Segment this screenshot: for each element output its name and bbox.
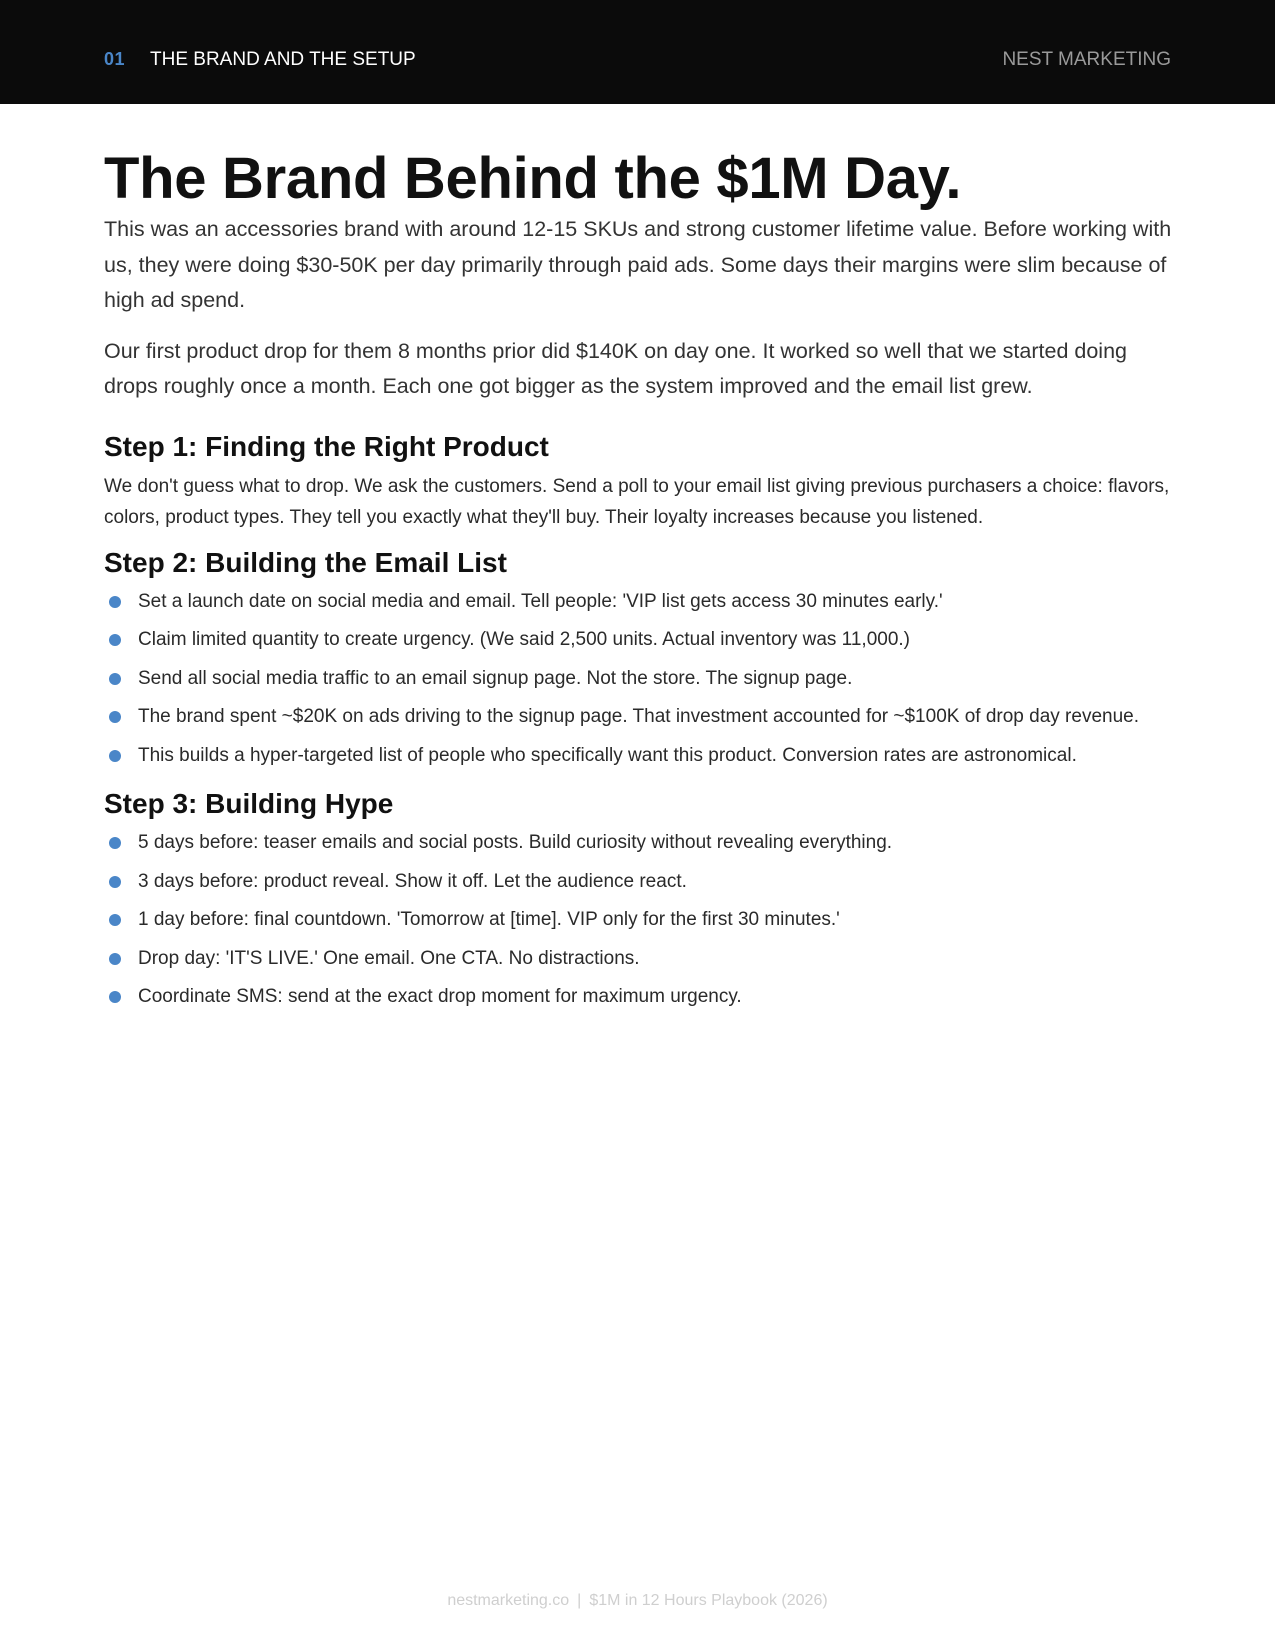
bullet-dot-icon <box>109 750 121 762</box>
bullet-dot-icon <box>109 711 121 723</box>
section-title: THE BRAND AND THE SETUP <box>150 49 416 70</box>
bullet-dot-icon <box>109 876 121 888</box>
header-bar <box>0 0 1275 104</box>
list-item <box>104 828 1174 858</box>
list-item <box>104 905 1174 935</box>
step-3-list <box>104 828 1174 1012</box>
list-item <box>104 944 1174 974</box>
list-item <box>104 625 1174 655</box>
list-item-text: 3 days before: product reveal. Show it off. Let the audience react. <box>138 870 687 892</box>
footer-site: nestmarketing.co <box>447 1592 570 1609</box>
list-item <box>104 741 1174 771</box>
intro-paragraph-2: Our first product drop for them 8 months prior did $140K on day one. It worked so well that we started doing drops roughly once a month. Each one got bigger as the system improved and the email list grew. <box>104 338 1127 398</box>
step-2-heading: Step 2: Building the Email List <box>104 546 507 578</box>
step-3-heading: Step 3: Building Hype <box>104 788 394 819</box>
list-item-text: Drop day: 'IT'S LIVE.' One email. One CTA. No distractions. <box>138 947 640 969</box>
bullet-dot-icon <box>109 991 121 1003</box>
bullet-dot-icon <box>109 596 121 608</box>
bullet-dot-icon <box>109 837 121 849</box>
bullet-dot-icon <box>109 673 121 685</box>
step-1-body: We don't guess what to drop. We ask the customers. Send a poll to your email list giving previous purchasers a choice: flavors, colors, product types. They tell you exactly what they'll buy. Their loyalty increases because you listened. <box>104 475 1170 528</box>
footer-doc-title: $1M in 12 Hours Playbook (2026) <box>589 1592 828 1609</box>
list-item-text: Claim limited quantity to create urgency. (We said 2,500 units. Actual inventory was 11,000.) <box>138 629 910 650</box>
brand-name: NEST MARKETING <box>1002 49 1171 70</box>
list-item-text: The brand spent ~$20K on ads driving to the signup page. That investment accounted for ~$100K of drop day revenue. <box>138 706 1139 727</box>
list-item <box>104 982 1174 1012</box>
list-item-text: This builds a hyper-targeted list of people who specifically want this product. Conversion rates are astronomical. <box>138 744 1077 766</box>
list-item <box>104 867 1174 897</box>
list-item-text: Set a launch date on social media and email. Tell people: 'VIP list gets access 30 minutes early.' <box>138 590 943 612</box>
list-item-text: Send all social media traffic to an email signup page. Not the store. The signup page. <box>138 667 853 689</box>
intro-paragraph-1: This was an accessories brand with around 12-15 SKUs and strong customer lifetime value. Before working with us, they were doing $30-50K per day primarily through paid ads. Some days their margins were slim because of high ad spend. <box>104 217 1172 312</box>
list-item-text: Coordinate SMS: send at the exact drop moment for maximum urgency. <box>138 986 742 1007</box>
bullet-dot-icon <box>109 953 121 965</box>
list-item <box>104 702 1174 732</box>
main-content <box>104 146 1174 1021</box>
list-item <box>104 587 1174 617</box>
footer-separator: | <box>577 1592 582 1609</box>
page-title: The Brand Behind the $1M Day. <box>104 146 962 211</box>
list-item <box>104 664 1174 694</box>
list-item-text: 5 days before: teaser emails and social posts. Build curiosity without revealing everything. <box>138 832 893 853</box>
step-2-list <box>104 587 1174 771</box>
list-item-text: 1 day before: final countdown. 'Tomorrow at [time]. VIP only for the first 30 minutes.' <box>138 909 840 930</box>
section-number: 01 <box>104 49 126 69</box>
page-footer <box>0 1592 1275 1610</box>
bullet-dot-icon <box>109 634 121 646</box>
step-1-heading: Step 1: Finding the Right Product <box>104 430 549 462</box>
bullet-dot-icon <box>109 914 121 926</box>
